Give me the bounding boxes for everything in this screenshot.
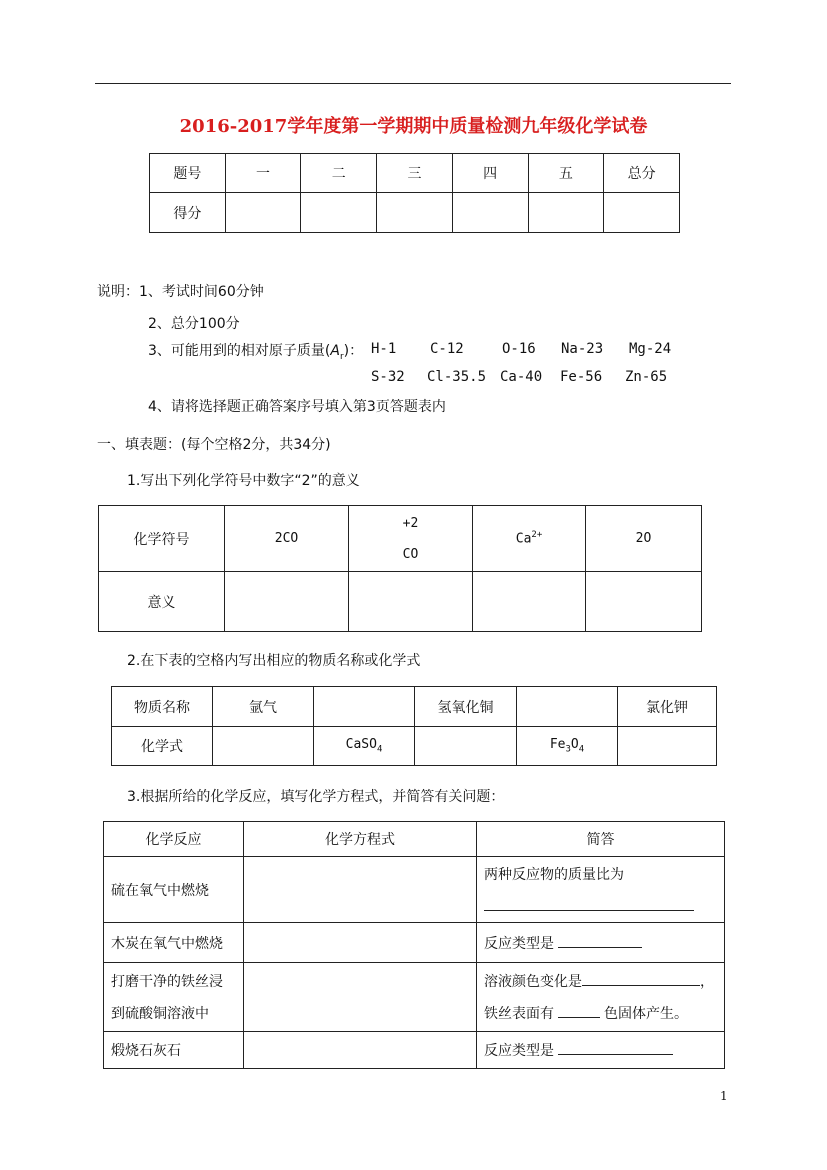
mass-h: H-1: [371, 341, 397, 357]
answer-cell-r3: [477, 963, 725, 1032]
score-table: [149, 153, 680, 233]
equation-answer-cell[interactable]: [244, 923, 477, 963]
symbol-co-valence: [349, 506, 473, 572]
meaning-answer-cell[interactable]: [473, 572, 586, 632]
score-input-cell[interactable]: [377, 193, 453, 233]
score-input-cell[interactable]: [604, 193, 680, 233]
answer-cell-r2: [477, 923, 725, 963]
fe3o4-sub1: 3: [565, 744, 571, 755]
section-heading: 一、填表题：(每个空格2分，共34分): [97, 437, 331, 453]
mass-ca: Ca-40: [500, 369, 543, 385]
score-input-cell[interactable]: [225, 193, 301, 233]
mass-fe: Fe-56: [560, 369, 603, 385]
mass-ratio-blank[interactable]: [484, 898, 694, 911]
mass-s: S-32: [371, 369, 405, 385]
symbol-2co: 2CO: [225, 506, 349, 572]
row-label-formula: 化学式: [112, 727, 213, 766]
score-input-cell[interactable]: [452, 193, 528, 233]
symbol-meaning-table: [98, 505, 702, 632]
page-title: 2016-2017学年度第一学期期中质量检测九年级化学试卷: [179, 116, 648, 137]
formula-answer-cell[interactable]: [618, 727, 717, 766]
instruction-3-prefix: 3、可能用到的相对原子质量(: [148, 343, 331, 359]
solid-color-blank[interactable]: [558, 1005, 600, 1018]
mass-ratio-label: 两种反应物的质量比为: [484, 867, 624, 883]
score-header-cell: 二: [301, 154, 377, 193]
instruction-3: [148, 340, 363, 362]
score-header-cell: 题号: [150, 154, 226, 193]
score-header-cell: 五: [528, 154, 604, 193]
equation-answer-cell[interactable]: [244, 1032, 477, 1069]
header-rule: [95, 83, 731, 84]
reaction-iron-line2: 到硫酸铜溶液中: [111, 1006, 209, 1022]
fe3o4-sub2: 4: [578, 744, 585, 755]
name-answer-cell[interactable]: [517, 687, 618, 727]
page-number: 1: [720, 1089, 728, 1103]
color-change-blank[interactable]: [582, 973, 700, 986]
name-copper-hydroxide: 氢氧化铜: [415, 687, 517, 727]
reaction-type-label: 反应类型是: [484, 1043, 554, 1059]
name-potassium-chloride: 氯化钾: [618, 687, 717, 727]
instruction-3-suffix: )：: [343, 343, 364, 359]
reaction-sulfur: 硫在氧气中燃烧: [104, 857, 244, 923]
score-input-cell[interactable]: [301, 193, 377, 233]
question-1-prompt: 1.写出下列化学符号中数字“2”的意义: [127, 473, 360, 489]
mass-zn: Zn-65: [625, 369, 668, 385]
instruction-1: 说明：1、考试时间60分钟: [97, 284, 264, 300]
reaction-iron-copper-sulfate: [104, 963, 244, 1032]
mass-na: Na-23: [561, 341, 604, 357]
instruction-2: 2、总分100分: [148, 316, 240, 332]
caso4-base: CaSO: [345, 737, 377, 753]
equation-answer-cell[interactable]: [244, 857, 477, 923]
ar-symbol: A: [330, 343, 340, 359]
caso4-sub: 4: [376, 744, 383, 755]
row-label-name: 物质名称: [112, 687, 213, 727]
meaning-answer-cell[interactable]: [586, 572, 702, 632]
reaction-type-label: 反应类型是: [484, 935, 554, 952]
reaction-type-blank[interactable]: [558, 1042, 673, 1055]
mass-cl: Cl-35.5: [427, 369, 487, 385]
equation-answer-cell[interactable]: [244, 963, 477, 1032]
color-change-label: 溶液颜色变化是: [484, 974, 582, 990]
row-label-meaning: 意义: [99, 572, 225, 632]
formula-answer-cell[interactable]: [213, 727, 314, 766]
meaning-answer-cell[interactable]: [349, 572, 473, 632]
score-input-cell[interactable]: [528, 193, 604, 233]
question-2-prompt: 2.在下表的空格内写出相应的物质名称或化学式: [127, 653, 421, 669]
score-header-cell: 一: [225, 154, 301, 193]
formula-fe3o4: [517, 727, 618, 766]
ar-subscript: r: [339, 351, 344, 362]
reaction-iron-line1: 打磨干净的铁丝浸: [111, 974, 223, 990]
header-equation: 化学方程式: [244, 822, 477, 857]
header-answer: 简答: [477, 822, 725, 857]
fe3o4-fe: Fe: [549, 737, 566, 753]
iron-surface-label: 铁丝表面有: [484, 1006, 554, 1022]
mass-o: O-16: [502, 341, 536, 357]
name-argon: 氩气: [213, 687, 314, 727]
co-formula: CO: [402, 546, 419, 562]
reaction-type-blank[interactable]: [558, 935, 642, 948]
ca-base: Ca: [515, 531, 532, 547]
instruction-4: 4、请将选择题正确答案序号填入第3页答题表内: [148, 399, 446, 415]
reaction-limestone: 煅烧石灰石: [104, 1032, 244, 1069]
answer-cell-r1: [477, 857, 725, 923]
question-3-prompt: 3.根据所给的化学反应，填写化学方程式，并简答有关问题：: [127, 789, 505, 805]
fe3o4-o: O: [570, 737, 579, 753]
answer-cell-r4: [477, 1032, 725, 1069]
score-header-cell: 三: [377, 154, 453, 193]
symbol-ca-ion: [473, 506, 586, 572]
meaning-answer-cell[interactable]: [225, 572, 349, 632]
valence-mark: +2: [402, 515, 419, 531]
symbol-2o: 2O: [586, 506, 702, 572]
reaction-charcoal: 木炭在氧气中燃烧: [104, 923, 244, 963]
score-header-cell: 总分: [604, 154, 680, 193]
mass-mg: Mg-24: [629, 341, 672, 357]
name-answer-cell[interactable]: [314, 687, 415, 727]
ca-charge: 2+: [531, 530, 543, 541]
formula-caso4: [314, 727, 415, 766]
color-change-comma: ，: [700, 974, 714, 990]
substance-table: [111, 686, 717, 766]
score-header-cell: 四: [452, 154, 528, 193]
row-label-symbol: 化学符号: [99, 506, 225, 572]
header-reaction: 化学反应: [104, 822, 244, 857]
score-row-label: 得分: [150, 193, 226, 233]
formula-answer-cell[interactable]: [415, 727, 517, 766]
solid-produced-label: 色固体产生。: [604, 1006, 688, 1022]
reaction-table: [103, 821, 725, 1069]
mass-c: C-12: [430, 341, 464, 357]
